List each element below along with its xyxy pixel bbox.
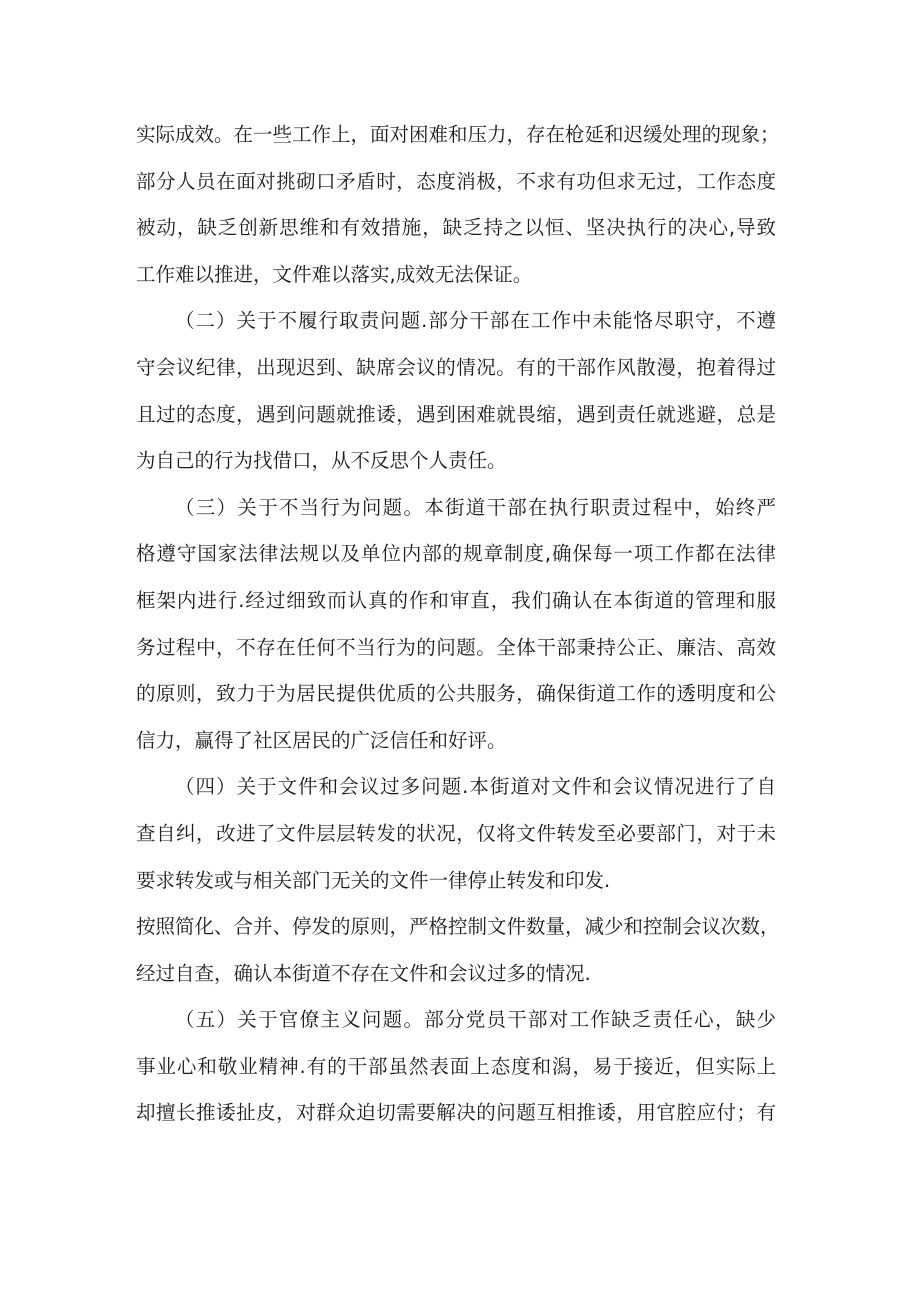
- text-line: 的原则，致力于为居民提供优质的公共服务，确保街道工作的透明度和公: [136, 682, 776, 706]
- text-line: 要求转发或与相关部门无关的文件一律停止转发和印发.: [136, 868, 611, 892]
- text-line: 为自己的行为找借口，从不反思个人责任。: [136, 449, 507, 473]
- text-line: （五）关于官僚主义问题。部分党员干部对工作缺乏责任心，缺少: [175, 1008, 776, 1032]
- text-line: 按照简化、合并、停发的原则，严格控制文件数量，减少和控制会议次数，: [136, 915, 780, 939]
- text-line: （二）关于不履行取责问题.部分干部在工作中未能恪尽职守，不遵: [175, 309, 776, 333]
- text-line: 守会议纪律，出现迟到、缺席会议的情况。有的干部作风散漫，抱着得过: [136, 355, 776, 379]
- text-line: 却擅长推诿扯皮，对群众迫切需要解决的问题互相推诿，用官腔应付；有: [136, 1101, 776, 1125]
- text-line: 且过的态度，遇到问题就推诿，遇到困难就畏缩，遇到责任就逃避，总是: [136, 402, 776, 426]
- text-line: 信力，赢得了社区居民的广泛信任和好评。: [136, 728, 507, 752]
- text-line: 事业心和敬业精神.有的干部虽然表面上态度和潟，易于接近，但实际上: [136, 1054, 776, 1078]
- text-line: （三）关于不当行为问题。本街道干部在执行职责过程中，始终严: [175, 495, 776, 519]
- paragraph-continued: [136, 112, 780, 298]
- text-line: 实际成效。在一些工作上，面对困难和压力，存在枪延和迟缓处理的现象；: [136, 123, 780, 146]
- text-line: 框架内进行.经过细致而认真的作和审直，我们确认在本街道的管理和服: [136, 588, 776, 612]
- paragraph-section-3: [136, 485, 776, 765]
- text-line: 部分人员在面对挑砌口矛盾时，态度消极，不求有功但求无过，工作态度: [136, 169, 776, 193]
- paragraph-section-4: [136, 764, 776, 904]
- text-line: 格遵守国家法律法规以及单位内部的规章制度,确保每一项工作都在法律: [136, 542, 776, 566]
- text-line: 经过自查，确认本街道不存在文件和会议过多的情况.: [136, 961, 591, 985]
- document-body: [136, 112, 780, 1137]
- paragraph-section-5: [136, 997, 776, 1137]
- paragraph-section-2: [136, 298, 776, 484]
- text-line: 被动，缺乏创新思维和有效措施，缺乏持之以恒、坚决执行的决心,导致: [136, 216, 776, 240]
- text-line: 务过程中，不存在任何不当行为的问题。全体干部秉持公正、廉洁、高效: [136, 635, 776, 659]
- text-line: 查自纠，改进了文件层层转发的状况，仅将文件转发至必要部门，对于未: [136, 821, 776, 845]
- text-line: （四）关于文件和会议过多问题.本街道对文件和会议情况进行了自: [175, 775, 776, 799]
- paragraph-continuation: [136, 904, 780, 997]
- text-line: 工作难以推进，文件难以落实,成效无法保证。: [136, 262, 533, 286]
